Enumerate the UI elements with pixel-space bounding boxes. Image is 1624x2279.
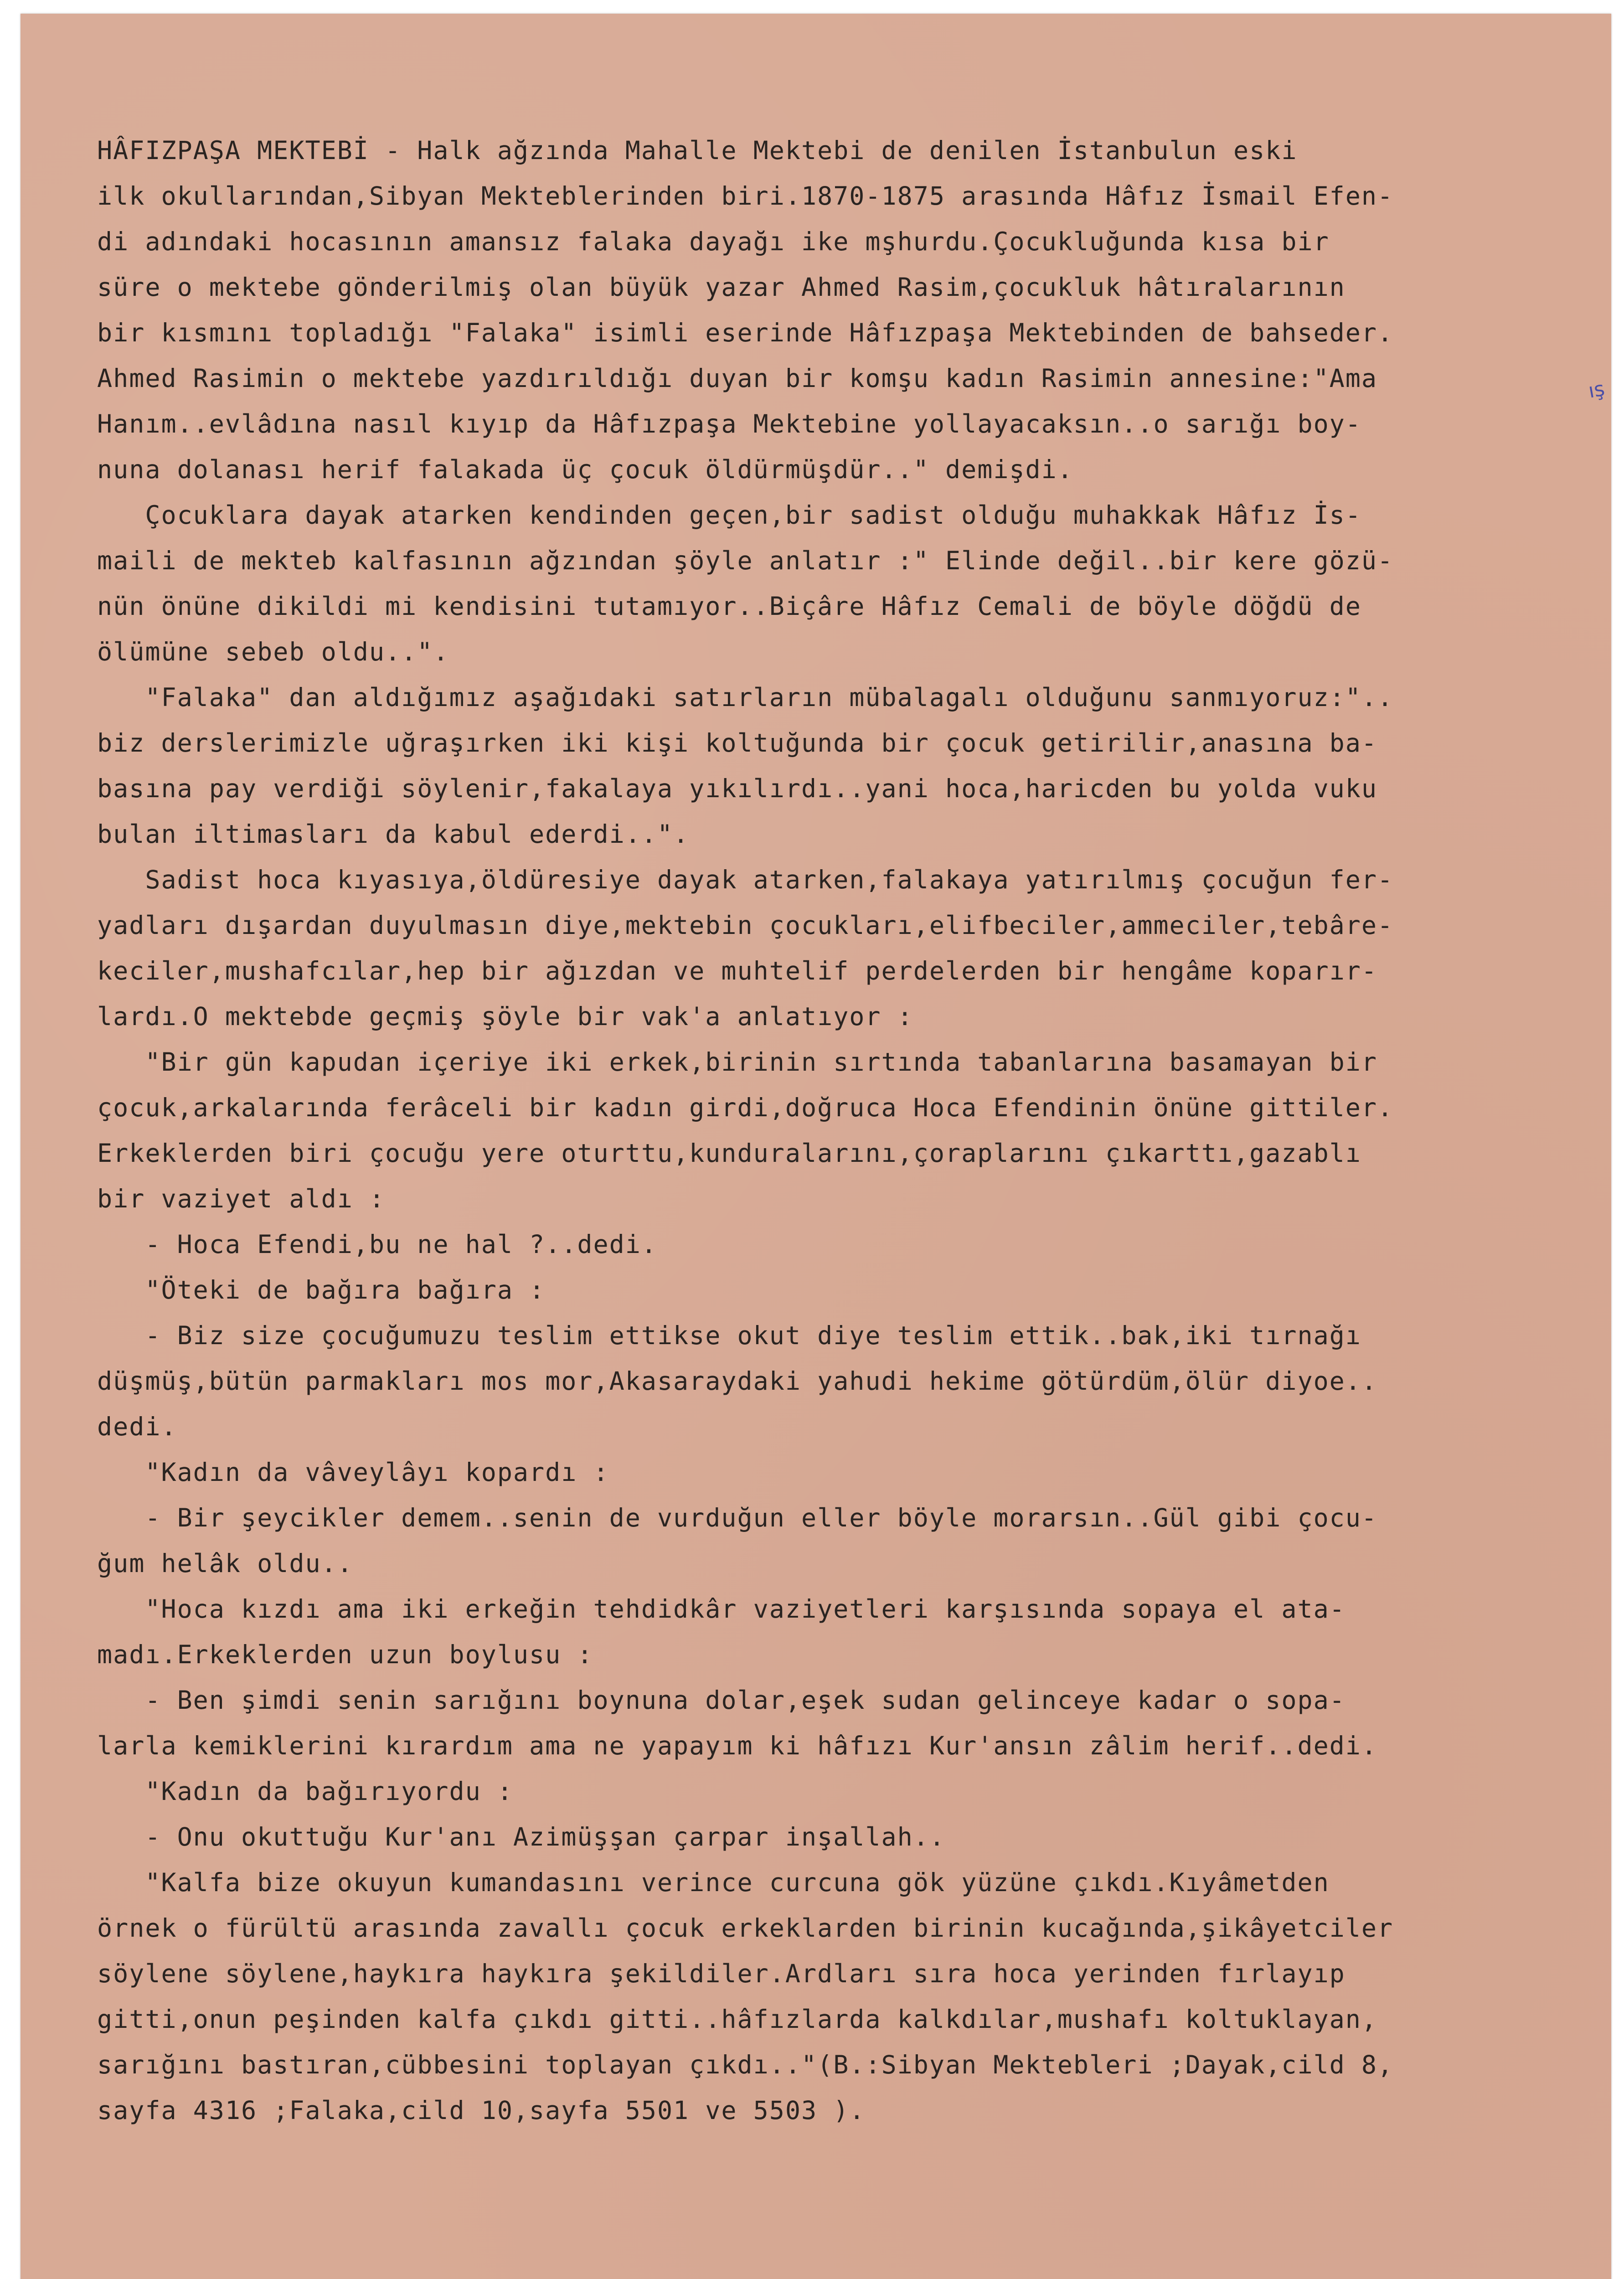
text-line: - Onu okuttuğu Kur'anı Azimüşşan çarpar inşallah.. — [97, 1822, 945, 1851]
text-line: ğum helâk oldu.. — [97, 1549, 353, 1578]
text-line: örnek o fürültü arasında zavallı çocuk erkeklarden birinin kucağında,şikâyetciler — [97, 1913, 1394, 1943]
text-line: söylene söylene,haykıra haykıra şekildiler.Ardları sıra hoca yerinden fırlayıp — [97, 1959, 1346, 1988]
text-line: keciler,mushafcılar,hep bir ağızdan ve muhtelif perdelerden bir hengâme koparır- — [97, 956, 1378, 985]
text-line: HÂFIZPAŞA MEKTEBİ - Halk ağzında Mahalle Mektebi de denilen İstanbulun eski — [97, 136, 1298, 165]
text-line: nuna dolanası herif falakada üç çocuk öldürmüşdür.." demişdi. — [97, 455, 1073, 484]
text-line: bir kısmını topladığı "Falaka" isimli eserinde Hâfızpaşa Mektebinden de bahseder. — [97, 318, 1394, 347]
text-line: bulan iltimasları da kabul ederdi..". — [97, 820, 690, 849]
text-line: dedi. — [97, 1412, 177, 1441]
text-line: çocuk,arkalarında ferâceli bir kadın girdi,doğruca Hoca Efendinin önüne gittiler. — [97, 1093, 1394, 1122]
text-line: - Bir şeycikler demem..senin de vurduğun eller böyle morarsın..Gül gibi çocu- — [97, 1503, 1378, 1532]
text-line: "Kalfa bize okuyun kumandasını verince curcuna gök yüzüne çıkdı.Kıyâmetden — [97, 1868, 1330, 1897]
text-line: ilk okullarından,Sibyan Mekteblerinden biri.1870-1875 arasında Hâfız İsmail Efen- — [97, 181, 1394, 211]
text-line: Hanım..evlâdına nasıl kıyıp da Hâfızpaşa Mektebine yollayacaksın..o sarığı boy- — [97, 409, 1361, 438]
text-line: madı.Erkeklerden uzun boylusu : — [97, 1640, 593, 1669]
text-line: di adındaki hocasının amansız falaka dayağı ike mşhurdu.Çocukluğunda kısa bir — [97, 227, 1330, 256]
text-line: Ahmed Rasimin o mektebe yazdırıldığı duyan bir komşu kadın Rasimin annesine:"Ama — [97, 364, 1378, 393]
text-line: lardı.O mektebde geçmiş şöyle bir vak'a anlatıyor : — [97, 1002, 913, 1031]
text-line: bir vaziyet aldı : — [97, 1184, 386, 1213]
text-line: maili de mekteb kalfasının ağzından şöyle anlatır :" Elinde değil..bir kere gözü- — [97, 546, 1394, 575]
text-line: sarığını bastıran,cübbesini toplayan çıkdı.."(B.:Sibyan Mektebleri ;Dayak,cild 8, — [97, 2050, 1394, 2079]
text-line: larla kemiklerini kırardım ama ne yapayım ki hâfızı Kur'ansın zâlim herif..dedi. — [97, 1731, 1378, 1760]
text-line: - Ben şimdi senin sarığını boynuna dolar,eşek sudan gelinceye kadar o sopa- — [97, 1686, 1346, 1715]
text-line: - Biz size çocuğumuzu teslim ettikse okut diye teslim ettik..bak,iki tırnağı — [97, 1321, 1361, 1350]
text-line: biz derslerimizle uğraşırken iki kişi koltuğunda bir çocuk getirilir,anasına ba- — [97, 728, 1378, 758]
text-line: basına pay verdiği söylenir,fakalaya yıkılırdı..yani hoca,haricden bu yolda vuku — [97, 774, 1378, 803]
text-line: nün önüne dikildi mi kendisini tutamıyor..Biçâre Hâfız Cemali de böyle döğdü de — [97, 592, 1361, 621]
text-line: "Hoca kızdı ama iki erkeğin tehdidkâr vaziyetleri karşısında sopaya el ata- — [97, 1594, 1346, 1624]
text-line: "Kadın da vâveylâyı kopardı : — [97, 1458, 609, 1487]
text-line: düşmüş,bütün parmakları mos mor,Akasaraydaki yahudi hekime götürdüm,ölür diyoe.. — [97, 1366, 1378, 1396]
text-line: süre o mektebe gönderilmiş olan büyük yazar Ahmed Rasim,çocukluk hâtıralarının — [97, 273, 1346, 302]
text-line: "Öteki de bağıra bağıra : — [97, 1275, 546, 1304]
text-line: "Falaka" dan aldığımız aşağıdaki satırların mübalagalı olduğunu sanmıyoruz:".. — [97, 683, 1394, 712]
text-line: yadları dışardan duyulmasın diye,mektebin çocukları,elifbeciler,ammeciler,tebâre- — [97, 911, 1394, 940]
text-line: Sadist hoca kıyasıya,öldüresiye dayak atarken,falakaya yatırılmış çocuğun fer- — [97, 865, 1394, 894]
typewritten-page — [21, 14, 1611, 2279]
text-line: ölümüne sebeb oldu..". — [97, 637, 449, 666]
text-line: "Kadın da bağırıyordu : — [97, 1777, 513, 1806]
document-body — [97, 128, 1610, 2133]
text-line: - Hoca Efendi,bu ne hal ?..dedi. — [97, 1230, 657, 1259]
text-line: "Bir gün kapudan içeriye iki erkek,birinin sırtında tabanlarına basamayan bir — [97, 1047, 1378, 1077]
text-line: Erkeklerden biri çocuğu yere oturttu,kunduralarını,çoraplarını çıkarttı,gazablı — [97, 1139, 1361, 1168]
handwritten-margin-note: ış — [1586, 377, 1607, 403]
text-line: Çocuklara dayak atarken kendinden geçen,bir sadist olduğu muhakkak Hâfız İs- — [97, 500, 1361, 530]
text-line: sayfa 4316 ;Falaka,cild 10,sayfa 5501 ve 5503 ). — [97, 2096, 866, 2125]
text-line: gitti,onun peşinden kalfa çıkdı gitti..hâfızlarda kalkdılar,mushafı koltuklayan, — [97, 2005, 1378, 2034]
